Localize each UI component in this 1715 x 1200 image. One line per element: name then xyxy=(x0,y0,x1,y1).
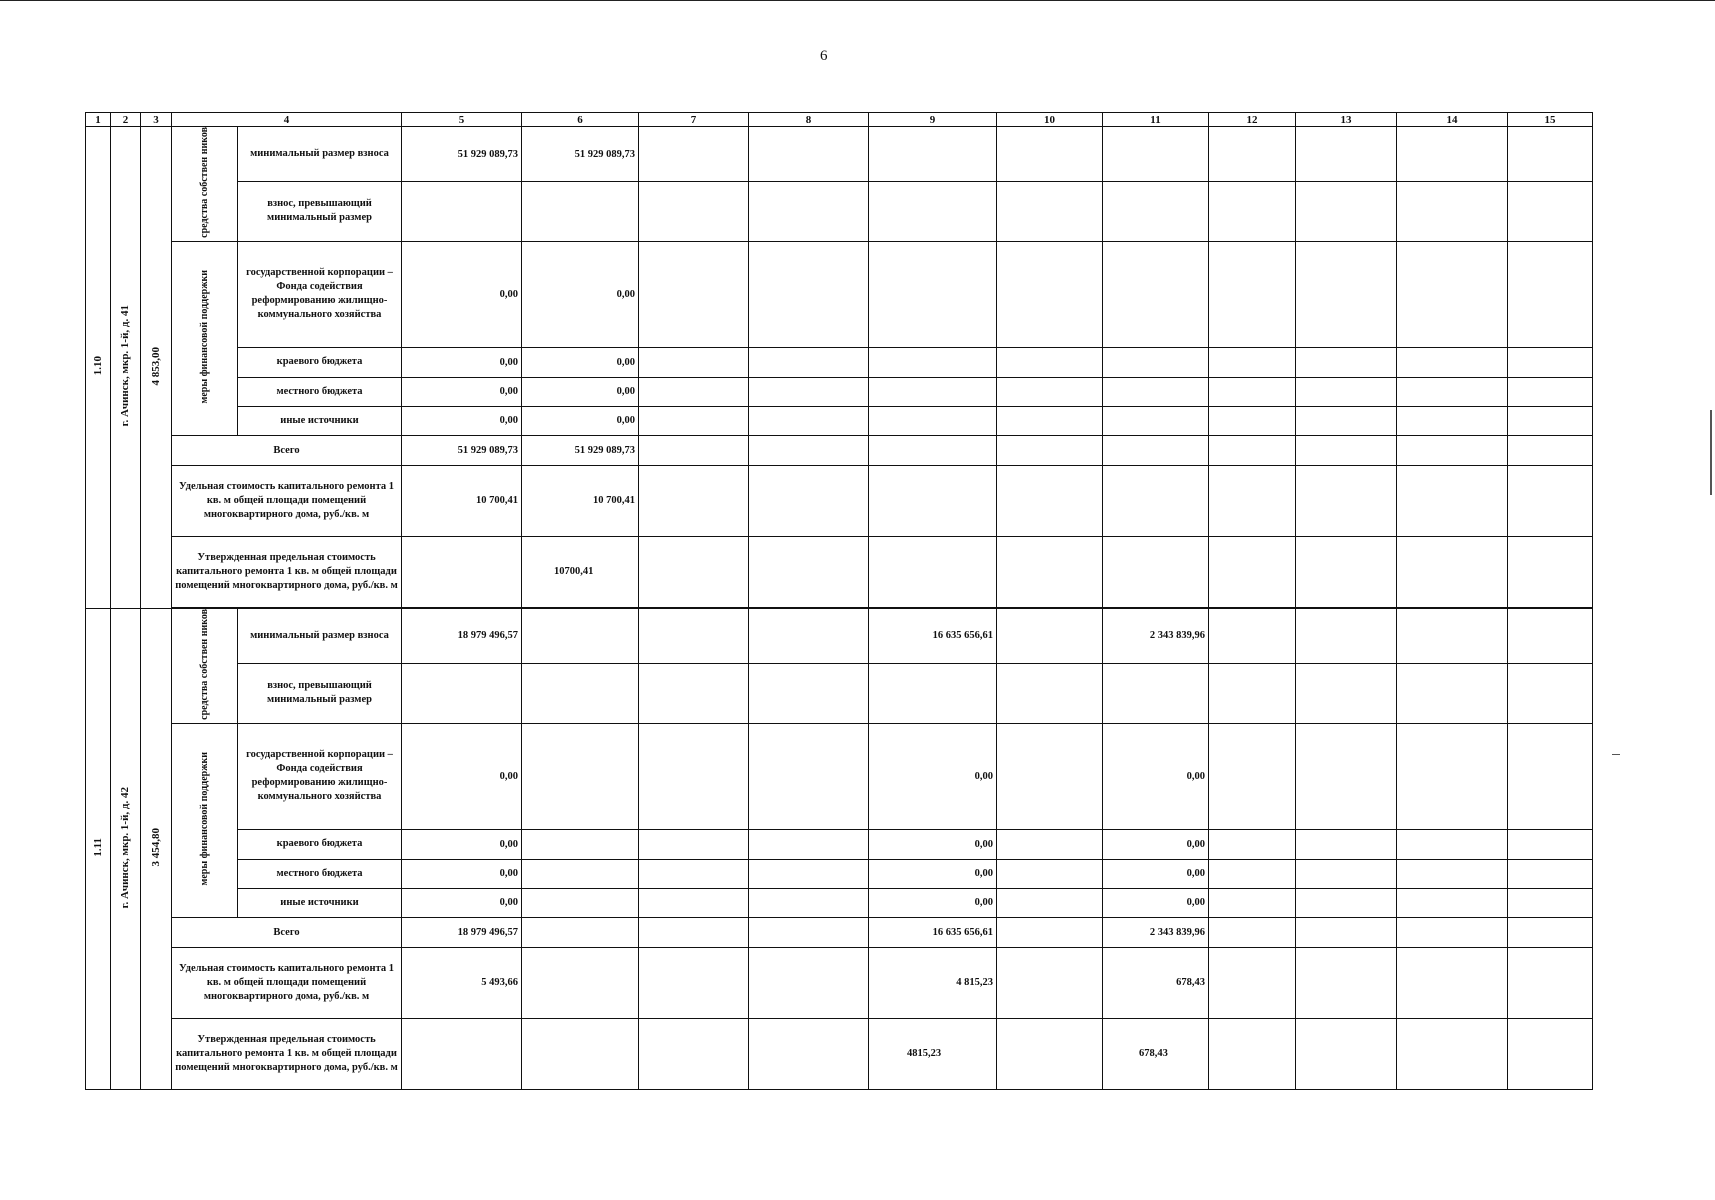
state-corporation-label: государственной корпорации – Фонда содействия реформированию жилищно-коммунального хозяйства xyxy=(238,723,402,829)
value-cell: 0,00 xyxy=(1103,859,1209,888)
area-cell: 4 853,00 xyxy=(141,127,172,609)
value-cell: 2 343 839,96 xyxy=(1103,608,1209,663)
row-number-cell: 1.11 xyxy=(86,608,111,1089)
table-row xyxy=(86,536,1593,607)
value-cell: 16 635 656,61 xyxy=(869,608,997,663)
value-cell: 0,00 xyxy=(402,377,522,406)
owners-funds-group-label: средства собствен ников xyxy=(172,127,238,242)
value-cell: 0,00 xyxy=(869,859,997,888)
table-row xyxy=(86,435,1593,465)
value-cell: 0,00 xyxy=(402,859,522,888)
header-cell: 10 xyxy=(997,113,1103,127)
table-row xyxy=(86,465,1593,536)
value-cell: 10 700,41 xyxy=(402,465,522,536)
value-cell: 0,00 xyxy=(522,347,639,377)
value-cell: 0,00 xyxy=(1103,829,1209,859)
value-cell: 0,00 xyxy=(522,406,639,435)
value-cell: 678,43 xyxy=(1103,947,1209,1018)
value-cell: 0,00 xyxy=(402,888,522,917)
header-cell: 11 xyxy=(1103,113,1209,127)
top-border-line xyxy=(0,0,1715,1)
capital-repair-table xyxy=(85,112,1593,1090)
header-cell: 6 xyxy=(522,113,639,127)
table-row xyxy=(86,608,1593,663)
address-cell: г. Ачинск, мкр. 1-й, д. 42 xyxy=(111,608,141,1089)
table-row xyxy=(86,829,1593,859)
local-budget-label: местного бюджета xyxy=(238,377,402,406)
value-cell: 0,00 xyxy=(869,829,997,859)
table-row xyxy=(86,406,1593,435)
header-cell: 4 xyxy=(172,113,402,127)
table-row xyxy=(86,182,1593,242)
address-cell: г. Ачинск, мкр. 1-й, д. 41 xyxy=(111,127,141,609)
table-row xyxy=(86,947,1593,1018)
value-cell: 18 979 496,57 xyxy=(402,917,522,947)
value-cell: 2 343 839,96 xyxy=(1103,917,1209,947)
unit-cost-label: Удельная стоимость капитального ремонта 1 кв. м общей площади помещений многоквартирного дома, руб./кв. м xyxy=(172,947,402,1018)
value-cell: 16 635 656,61 xyxy=(869,917,997,947)
row-number-cell: 1.10 xyxy=(86,127,111,609)
value-cell: 0,00 xyxy=(1103,723,1209,829)
value-cell: 0,00 xyxy=(522,241,639,347)
regional-budget-label: краевого бюджета xyxy=(238,347,402,377)
min-contribution-label: минимальный размер взноса xyxy=(238,127,402,182)
header-cell: 13 xyxy=(1296,113,1397,127)
value-cell: 0,00 xyxy=(402,347,522,377)
value-cell: 10700,41 xyxy=(522,536,639,607)
header-cell: 3 xyxy=(141,113,172,127)
header-cell: 5 xyxy=(402,113,522,127)
value-cell: 51 929 089,73 xyxy=(522,127,639,182)
other-sources-label: иные источники xyxy=(238,888,402,917)
support-measures-group-label: меры финансовой поддержки xyxy=(172,723,238,917)
total-label: Всего xyxy=(172,435,402,465)
header-cell: 7 xyxy=(639,113,749,127)
table-row xyxy=(86,1018,1593,1089)
state-corporation-label: государственной корпорации – Фонда содействия реформированию жилищно-коммунального хозяйства xyxy=(238,241,402,347)
area-cell: 3 454,80 xyxy=(141,608,172,1089)
over-min-contribution-label: взнос, превышающий минимальный размер xyxy=(238,663,402,723)
value-cell: 5 493,66 xyxy=(402,947,522,1018)
value-cell: 51 929 089,73 xyxy=(522,435,639,465)
value-cell: 10 700,41 xyxy=(522,465,639,536)
header-cell: 1 xyxy=(86,113,111,127)
table-row xyxy=(86,723,1593,829)
local-budget-label: местного бюджета xyxy=(238,859,402,888)
scan-mark xyxy=(1710,410,1712,495)
value-cell: 0,00 xyxy=(869,723,997,829)
header-cell: 9 xyxy=(869,113,997,127)
value-cell: 51 929 089,73 xyxy=(402,127,522,182)
value-cell: 0,00 xyxy=(402,406,522,435)
value-cell: 4 815,23 xyxy=(869,947,997,1018)
header-cell: 15 xyxy=(1508,113,1593,127)
table-row xyxy=(86,241,1593,347)
support-measures-group-label: меры финансовой поддержки xyxy=(172,241,238,435)
value-cell: 678,43 xyxy=(1103,1018,1209,1089)
value-cell: 51 929 089,73 xyxy=(402,435,522,465)
limit-cost-label: Утвержденная предельная стоимость капитального ремонта 1 кв. м общей площади помещений многоквартирного дома, руб./кв. м xyxy=(172,536,402,607)
value-cell: 0,00 xyxy=(1103,888,1209,917)
regional-budget-label: краевого бюджета xyxy=(238,829,402,859)
header-cell: 2 xyxy=(111,113,141,127)
header-row xyxy=(86,113,1593,127)
other-sources-label: иные источники xyxy=(238,406,402,435)
value-cell: 0,00 xyxy=(402,723,522,829)
owners-funds-group-label: средства собствен ников xyxy=(172,608,238,723)
table-row xyxy=(86,663,1593,723)
header-cell: 8 xyxy=(749,113,869,127)
min-contribution-label: минимальный размер взноса xyxy=(238,608,402,663)
value-cell: 0,00 xyxy=(402,241,522,347)
scan-mark xyxy=(1612,754,1620,755)
table-row xyxy=(86,127,1593,182)
total-label: Всего xyxy=(172,917,402,947)
header-cell: 12 xyxy=(1209,113,1296,127)
over-min-contribution-label: взнос, превышающий минимальный размер xyxy=(238,182,402,242)
header-cell: 14 xyxy=(1397,113,1508,127)
value-cell: 0,00 xyxy=(402,829,522,859)
table-row xyxy=(86,888,1593,917)
limit-cost-label: Утвержденная предельная стоимость капитального ремонта 1 кв. м общей площади помещений многоквартирного дома, руб./кв. м xyxy=(172,1018,402,1089)
table-row xyxy=(86,377,1593,406)
value-cell: 18 979 496,57 xyxy=(402,608,522,663)
table-row xyxy=(86,347,1593,377)
value-cell: 0,00 xyxy=(522,377,639,406)
unit-cost-label: Удельная стоимость капитального ремонта 1 кв. м общей площади помещений многоквартирного дома, руб./кв. м xyxy=(172,465,402,536)
value-cell: 0,00 xyxy=(869,888,997,917)
value-cell: 4815,23 xyxy=(869,1018,997,1089)
table-row xyxy=(86,859,1593,888)
page-number: 6 xyxy=(820,48,828,64)
table-row xyxy=(86,917,1593,947)
